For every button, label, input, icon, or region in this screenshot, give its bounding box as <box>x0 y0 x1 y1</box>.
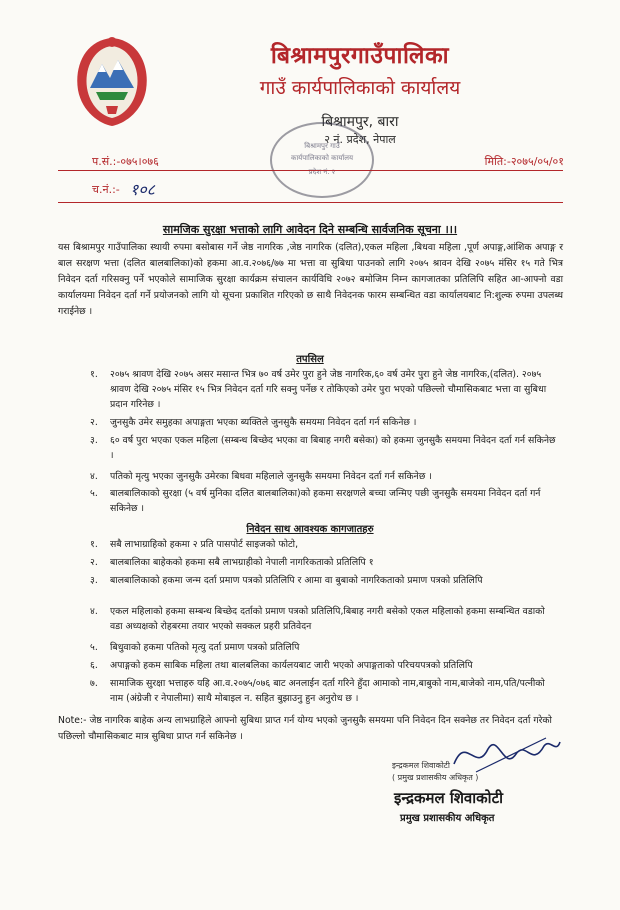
item-text: ६० वर्ष पुरा भएका एकल महिला (सम्बन्ध बिच्छेद भएका वा बिबाह नगरी बसेका) को हकमा जुनसुकै समयमा निवेदन दर्ता गर्न सकिनेछ । <box>110 435 556 461</box>
item-text: पतिको मृत्यु भएका जुनसुकै उमेरका बिधवा महिलाले जुनसुकै समयमा निवेदन दर्ता गर्न सकिनेछ । <box>110 471 432 482</box>
signatory-name: इन्द्रकमल शिवाकोटी <box>394 789 504 807</box>
chalani-value: १०८ <box>130 180 155 199</box>
signature-small-name: इन्द्रकमल शिवाकोटी <box>392 761 450 770</box>
item-number: ३. <box>90 575 98 586</box>
item-text: अपाङ्गको हकम साबिक महिला तथा बालबलिका कार्यलयबाट जारी भएको अपाङ्गताको परिचयपत्रको प्रतिलिपि <box>110 660 473 671</box>
list-item <box>90 658 556 673</box>
section-tapsil-title: तपसिल <box>296 354 324 365</box>
item-number: २. <box>90 557 98 568</box>
chalani-label: च.नं.:- <box>92 183 120 196</box>
item-text: सबै लाभाग्राहिको हकमा २ प्रति पासपोर्ट साइजको फोटो, <box>110 539 299 550</box>
patra-value: ०७५।०७६ <box>120 155 159 168</box>
office-subtitle: गाउँ कार्यपालिकाको कार्यालय <box>259 77 461 99</box>
item-text: बिधुवाको हकमा पतिको मृत्यु दर्ता प्रमाण पत्रको प्रतिलिपि <box>110 642 300 653</box>
patra-label: प.सं.:- <box>92 155 121 168</box>
list-item <box>90 555 556 570</box>
office-province: २ नं. प्रदेश, नेपाल <box>324 133 396 146</box>
item-number: १. <box>90 539 98 550</box>
item-text: एकल महिलाको हकमा सम्बन्ध बिच्छेद दर्ताको प्रमाण पत्रको प्रतिलिपि,बिबाह नगरी बसेको एकल महिलाको हकमा सम्बन्धित वडाको वडा अध्यक्षको रोहबरमा तयार भएको सक्कल प्रहरी प्रतिवेदन <box>110 606 545 632</box>
item-number: ४. <box>90 606 98 617</box>
stamp-line-1: बिश्रामपुर गाउँ <box>304 142 340 150</box>
item-text: जुनसुकै उमेर समुहका अपाङ्गता भएका ब्यक्तिले जुनसुकै समयमा निवेदन दर्ता गर्न सकिनेछ । <box>110 417 417 428</box>
item-number: १. <box>90 369 98 380</box>
date-label: मिति:- <box>484 155 511 168</box>
item-number: ६. <box>90 660 98 671</box>
item-number: ५. <box>90 488 98 499</box>
list-item <box>90 469 556 484</box>
item-text: बालबालिकाको हकमा जन्म दर्ता प्रमाण पत्रको प्रतिलिपि र आमा वा बुबाको नागरिकताको प्रमाण पत्रको प्रतिलिपि <box>110 575 483 586</box>
patra-sankhya <box>92 154 159 169</box>
signature-small-designation: ( प्रमुख प्रशासकीय अधिकृत ) <box>392 773 479 782</box>
header-rule-2 <box>58 202 563 203</box>
item-text: बालबालिका बाहेकको हकमा सबै लाभग्राहीको नेपाली नागरिकताको प्रतिलिपि १ <box>110 557 374 568</box>
list-item <box>90 676 556 706</box>
item-number: ४. <box>90 471 98 482</box>
notice-intro: यस बिश्रामपुर गाउँपालिका स्थायी रुपमा बसोबास गर्ने जेष्ठ नागरिक ,जेष्ठ नागरिक (दलित),एकल महिला ,बिधवा महिला ,पूर्ण अपाङ्ग,आंशिक अपाङ्ग र बाल सरक्षण भत्ता (दलित बालबालिका)को हकमा आ.व.२०७६/७७ मा भत्ता वा सुबिधा पाउनको लागि २०७५ श्रावन देखि २०७५ मंसिर १५ गते भित्र निवेदन दर्ता गरिसक्नु पर्ने भएकोले सामाजिक सुरक्षा कार्यक्रम संचालन कार्यविधि २०७२ बमोजिम निम्न कागजातका प्रतिलिपि सहित आ-आफ्नो वडा कार्यालयमा निवेदन दर्ता गर्ने प्रयोजनको लागि यो सूचना प्रकाशित गरिएको छ साथै निवेदनक फारम सम्बन्धित वडा कार्यालयबाट नि:शुल्क रुपमा उपलब्ध गराईनेछ । <box>58 242 563 317</box>
office-name: बिश्रामपुरगाउँपालिका <box>270 43 450 69</box>
header-rule <box>58 170 563 171</box>
nepal-emblem-icon <box>66 30 158 130</box>
stamp-line-2: कार्यपालिकाको कार्यालय <box>290 154 354 162</box>
list-item <box>90 640 556 655</box>
date-value: २०७५/०५/०१ <box>510 155 564 168</box>
item-number: २. <box>90 417 98 428</box>
list-item <box>90 433 556 463</box>
list-item <box>90 573 556 588</box>
stamp-line-3: प्रदेश नं. २ <box>308 168 336 176</box>
list-item <box>90 415 556 430</box>
list-item <box>90 604 556 634</box>
section-documents-title: निवेदन साथ आवश्यक कागजातहरु <box>246 524 374 535</box>
list-item <box>90 486 556 516</box>
notice-note: Note:- जेष्ठ नागरिक बाहेक अन्य लाभग्राहिले आफ्नो सुबिधा प्राप्त गर्न योग्य भएको जुनसुकै समयमा पनि निवेदन दिन सक्नेछ तर निवेदन दर्ता गरेको पछिल्लो चौमासिकबाट मात्र सुबिधा प्राप्त गर्न सकिनेछ । <box>58 715 552 742</box>
signatory-designation: प्रमुख प्रशासकीय अधिकृत <box>400 813 495 824</box>
item-text: बालबालिकाको सुरक्षा (५ वर्ष मुनिका दलित बालबालिका)को हकमा सरक्षणले बच्चा जन्मिए पछी जुनसुकै समयमा निवेदन दर्ता गर्न सकिनेछ । <box>110 488 541 514</box>
office-location: बिश्रामपुर, बारा <box>321 114 399 130</box>
item-number: ७. <box>90 678 98 689</box>
office-stamp <box>270 122 374 198</box>
item-text: २०७५ श्रावण देखि २०७५ असर मसान्त भित्र ७० वर्ष उमेर पुरा हुने जेष्ठ नागरिक,६० वर्ष उमेर पुरा हुने जेष्ठ नागरिक,(दलित). २०७५ श्रावण देखि २०७५ मंसिर १५ भित्र निवेदन दर्ता गरि सक्नु पर्नेछ र तोकिएको उमेर पुरा भएको पछिल्लो चौमासिकबाट भत्ता वा सुबिधा प्रदान गरिनेछ । <box>110 369 547 410</box>
notice-date <box>485 154 564 169</box>
list-item <box>90 367 556 412</box>
item-text: सामाजिक सुरक्षा भत्ताहरु यहि आ.व.२०७५/०७६ बाट अनलाईन दर्ता गरिने हुँदा आमाको नाम,बाबुको नाम,बाजेको नाम,पति/पत्नीको नाम (अंग्रेजी र नेपालीमा) साथै मोबाइल न. सहित बुझाउनु हुन अनुरोध छ । <box>110 678 545 704</box>
list-item <box>90 537 556 552</box>
item-number: ३. <box>90 435 98 446</box>
notice-title: सामजिक सुरक्षा भत्ताको लागि आवेदन दिने सम्बन्धि सार्वजनिक सूचना ।।। <box>162 223 458 236</box>
item-number: ५. <box>90 642 98 653</box>
